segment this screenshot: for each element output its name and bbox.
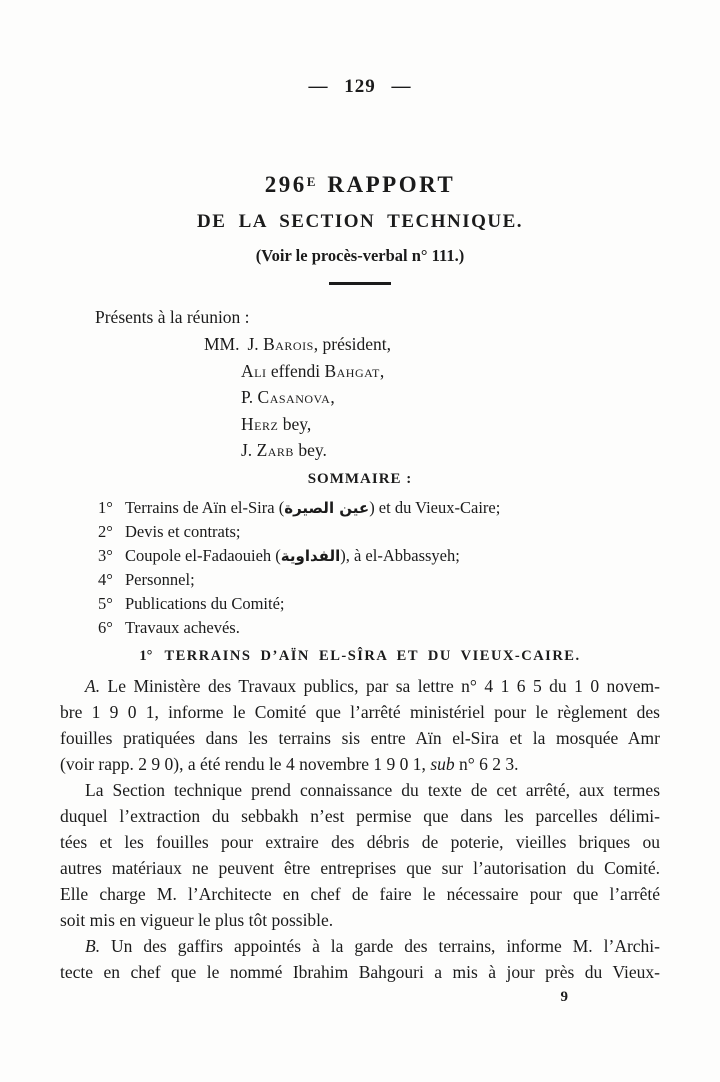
attendees-prefix: MM. xyxy=(204,334,240,354)
attendee-row xyxy=(204,411,720,438)
summary-item-text: Publications du Comité; xyxy=(125,593,285,613)
body-line xyxy=(60,673,660,699)
body-line xyxy=(60,699,660,725)
attendees-intro: Présents à la réunion : xyxy=(95,307,250,327)
line-text: autres matériaux ne peuvent être entreprises que sur l’autorisation du Comité. xyxy=(60,857,660,878)
summary-list xyxy=(0,496,720,640)
summary-item-text: Devis et contrats; xyxy=(125,521,241,541)
summary-item-text: Terrains de Aïn el-Sira ( xyxy=(125,497,285,517)
summary-item xyxy=(98,544,720,568)
attendee-surname: Ali xyxy=(241,360,267,381)
attendee-name: P. xyxy=(241,387,258,407)
summary-item-number: 1° xyxy=(98,497,113,517)
section-heading xyxy=(0,647,720,666)
attendee-title: , xyxy=(330,387,335,407)
attendee-surname: Casanova xyxy=(257,387,331,407)
report-subtitle: DE LA SECTION TECHNIQUE. xyxy=(196,211,524,232)
line-text: fouilles pratiquées dans les terrains sis entre Aïn el-Sira et la mosquée Amr xyxy=(60,727,660,748)
arabic-inline: عين الصيرة xyxy=(284,498,370,517)
body-line xyxy=(60,725,660,751)
attendee-list xyxy=(0,331,720,464)
line-text: Le Ministère des Travaux publics, par sa lettre n° 4 1 6 5 du 1 0 novem- xyxy=(100,675,660,696)
italic-text: B. xyxy=(85,935,101,956)
attendee-title: bey, xyxy=(278,413,312,434)
attendee-row xyxy=(204,358,720,385)
line-text: n° 6 2 3. xyxy=(454,753,519,774)
summary-item-text: Coupole el-Fadaouieh ( xyxy=(125,545,281,565)
summary-item xyxy=(98,520,720,544)
summary-item-text: ) et du Vieux-Caire; xyxy=(369,497,501,517)
line-text: tecte en chef que le nommé Ibrahim Bahgouri a mis à jour près du Vieux- xyxy=(60,961,660,982)
report-ordinal: E xyxy=(306,174,316,190)
line-text: tées et les fouilles pour extraire des débris de poterie, vieilles briques ou xyxy=(60,831,660,852)
italic-text: A. xyxy=(85,675,101,696)
line-text: Elle charge M. l’Architecte en chef de faire le nécessaire pour que l’arrêté xyxy=(60,883,660,904)
summary-title: SOMMAIRE : xyxy=(307,470,413,487)
italic-text: sub xyxy=(430,753,455,774)
paragraph-a xyxy=(60,673,660,777)
report-number: 296 xyxy=(264,172,307,197)
section-title: TERRAINS D’AÏN EL-SÎRA ET DU VIEUX-CAIRE. xyxy=(164,647,581,664)
reference-note: (Voir le procès-verbal n° 111.) xyxy=(255,246,465,265)
body-line xyxy=(60,881,660,907)
summary-item xyxy=(98,568,720,592)
section-number: 1° xyxy=(139,647,153,664)
attendee-name: J. xyxy=(241,440,257,460)
line-text: Un des gaffirs appointés à la garde des terrains, informe M. l’Archi- xyxy=(100,935,660,956)
attendee-title: effendi xyxy=(266,360,325,381)
divider-rule xyxy=(329,282,391,285)
summary-item-number: 6° xyxy=(98,617,113,637)
body-line xyxy=(60,907,660,933)
attendee-surname: Bahgat xyxy=(324,360,380,381)
line-text: bre 1 9 0 1, informe le Comité que l’arrêté ministériel pour le règlement des xyxy=(60,701,660,722)
paragraph-section-technique xyxy=(60,777,660,933)
attendee-surname: Barois xyxy=(263,334,314,354)
page-number: — 129 — xyxy=(308,76,412,97)
report-title xyxy=(0,170,720,203)
signature-mark: 9 xyxy=(560,988,568,1005)
body-line xyxy=(60,933,660,959)
arabic-inline: الفداوية xyxy=(280,546,341,565)
attendee-title: bey. xyxy=(293,440,327,460)
summary-item-number: 5° xyxy=(98,593,113,613)
attendee-row xyxy=(204,331,720,358)
body-line xyxy=(60,777,660,803)
summary-item-number: 4° xyxy=(98,569,113,589)
report-word: RAPPORT xyxy=(327,172,456,197)
body-line xyxy=(60,829,660,855)
line-text: duquel l’extraction du sebbakh n’est permise que dans les parcelles délimi- xyxy=(60,805,660,826)
attendee-title: , président, xyxy=(313,334,392,354)
attendee-surname: Herz xyxy=(241,413,279,434)
summary-item-number: 2° xyxy=(98,521,113,541)
body-line xyxy=(60,959,660,985)
paragraph-b xyxy=(60,933,660,985)
attendees-block xyxy=(0,304,720,464)
attendee-row xyxy=(204,384,720,411)
summary-item-number: 3° xyxy=(98,545,113,565)
attendee-name: J. xyxy=(247,334,264,354)
summary-item-text: Personnel; xyxy=(125,569,195,589)
line-text: La Section technique prend connaissance du texte de cet arrêté, aux termes xyxy=(85,779,660,800)
line-text: soit mis en vigueur le plus tôt possible. xyxy=(60,909,334,930)
line-text: (voir rapp. 2 9 0), a été rendu le 4 novembre 1 9 0 1, xyxy=(60,753,431,774)
summary-item xyxy=(98,592,720,616)
summary-item-text: ), à el-Abbassyeh; xyxy=(340,545,460,565)
summary-item-text: Travaux achevés. xyxy=(125,617,240,637)
body-line xyxy=(60,855,660,881)
attendee-surname: Zarb xyxy=(256,440,294,460)
attendee-row xyxy=(204,437,720,464)
body-text xyxy=(0,673,720,985)
summary-item xyxy=(98,616,720,640)
summary-item xyxy=(98,496,720,520)
body-line xyxy=(60,803,660,829)
body-line xyxy=(60,751,660,777)
attendee-title: , xyxy=(379,360,385,381)
